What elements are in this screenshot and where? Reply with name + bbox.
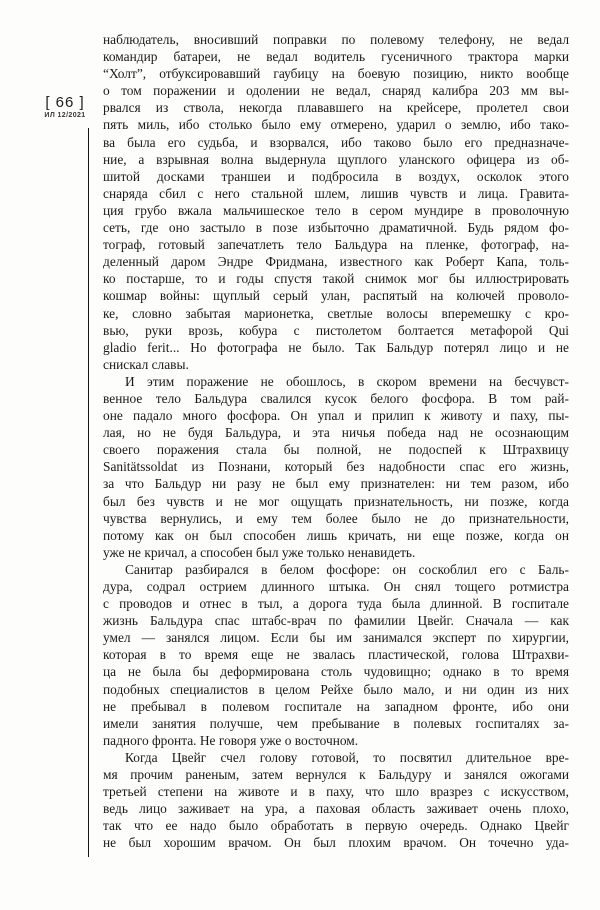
text-line: умел — занялся лицом. Если бы им занимался эксперт по хирургии, bbox=[103, 630, 569, 646]
text-line: мя прочим раненым, затем вернулся к Бальдуру и занялся ожогами bbox=[103, 767, 569, 783]
text-line: подобных специалистов в целом Рейхе было мало, и ни один из них bbox=[103, 681, 569, 697]
text-line: Sanitätssoldat из Познани, который без надобности спас его жизнь, bbox=[103, 459, 569, 475]
text-line: падного фронта. Не говоря уже о восточном. bbox=[103, 732, 359, 748]
text-line: ке, словно забытая марионетка, светлые волосы вперемешку с кро- bbox=[103, 305, 569, 321]
text-line: И этим поражение не обошлось, в скором времени на бесчувст- bbox=[125, 373, 569, 389]
text-line: чувства вернулись, и ему тем более было не до признательности, bbox=[103, 510, 569, 526]
text-line: gladio ferit... Но фотографа не было. Так Бальдур потерял лицо и не bbox=[103, 339, 569, 355]
paragraph bbox=[103, 373, 569, 561]
page-margin bbox=[36, 94, 94, 119]
text-line: оне падало много фосфора. Он упал и прилип к животу и паху, пы- bbox=[103, 408, 569, 424]
text-line: потому как он был способен лишь кричать, ни еще позже, когда он bbox=[103, 527, 569, 543]
text-line: Санитар разбирался в белом фосфоре: он соскоблил его с Баль- bbox=[125, 561, 569, 577]
text-line: лая, но не будя Бальдура, и эта ничья победа над не осознающим bbox=[103, 425, 569, 441]
text-line: ведь лицо заживает на ура, а паховая область заживает очень плохо, bbox=[103, 801, 569, 817]
text-line: деленный даром Эндре Фридмана, известного как Роберт Капа, толь- bbox=[103, 254, 569, 270]
text-line: рвался из ствола, некогда плававшего на крейсере, пролетел свои bbox=[103, 100, 569, 116]
vertical-rule bbox=[88, 128, 89, 857]
text-line: был без чувств и не мог ощущать признательность, ни позже, когда bbox=[103, 493, 569, 509]
text-line: так что ее надо было обработать в первую очередь. Однако Цвейг bbox=[103, 818, 569, 834]
text-line: которая в то время еще не звалась пластической, голова Штрахви- bbox=[103, 647, 569, 663]
text-column bbox=[103, 31, 569, 852]
text-line: вью, руки врозь, кобура с пистолетом болтается метафорой Qui bbox=[103, 322, 569, 338]
text-line: ца не была бы деформирована столь чудовищно; однако в то время bbox=[103, 664, 569, 680]
text-line: снаряда сбил с него стальной шлем, лишив чувств и лица. Гравита- bbox=[103, 185, 569, 201]
text-line: ва была его судьба, и взорвался, ибо таково было его предназначе- bbox=[103, 134, 569, 150]
journal-issue-label: ИЛ 12/2021 bbox=[44, 112, 86, 119]
text-line: своего поражения стала бы полной, не подоспей к Штрахвицу bbox=[103, 442, 569, 458]
text-line: шитой досками траншеи и подбросила в воздух, осколок этого bbox=[103, 168, 569, 184]
text-line: командир батареи, не ведал водитель гусеничного трактора марки bbox=[103, 49, 569, 65]
text-line: жизнь Бальдура спас штабс-врач по фамилии Цвейг. Сначала — как bbox=[103, 613, 569, 629]
text-line: не пребывал в полевом госпитале на западном фронте, ибо они bbox=[103, 698, 569, 714]
text-line: ция грубо вжала мальчишеское тело в сером мундире в проволочную bbox=[103, 202, 569, 218]
text-line: Когда Цвейг счел голову готовой, то посвятил длительное вре- bbox=[125, 749, 569, 765]
text-line: с проводов и отнес в тыл, а дорога туда была длинной. В госпитале bbox=[103, 596, 569, 612]
paragraph bbox=[103, 31, 569, 373]
text-line: ние, а взрывная волна выдернула щуплого уланского офицера из об- bbox=[103, 151, 569, 167]
text-line: ко постарше, то и годы спустя такой снимок мог бы иллюстрировать bbox=[103, 271, 569, 287]
text-line: сеть, где оно застыло в позе избыточно драматичной. Будь рядом фо- bbox=[103, 220, 569, 236]
text-line: уже не кричал, а способен был уже только ненавидеть. bbox=[103, 544, 416, 560]
text-line: за что Бальдур ни разу не был ему признателен: ни тем разом, ибо bbox=[103, 476, 569, 492]
page-number: [ 66 ] bbox=[45, 94, 85, 111]
text-line: о том поражении и одолении не ведал, снаряд калибра 203 мм вы- bbox=[103, 83, 569, 99]
text-line: “Холт”, отбуксировавший гаубицу на боевую позицию, никто вообще bbox=[103, 66, 569, 82]
text-line: кошмар войны: щуплый серый улан, распятый на колючей проволо- bbox=[103, 288, 569, 304]
text-line: наблюдатель, вносивший поправки по полевому телефону, не ведал bbox=[103, 32, 569, 47]
paragraph bbox=[103, 561, 569, 749]
text-line: пять миль, ибо столько было ему отмерено, ударил о землю, ибо тако- bbox=[103, 117, 569, 133]
text-line: снискал славы. bbox=[103, 356, 189, 372]
text-line: третьей степени на животе и в паху, что шло вразрез с искусством, bbox=[103, 784, 569, 800]
text-line: венное тело Бальдура свалился кусок белого фосфора. В том рай- bbox=[103, 390, 569, 406]
text-line: дура, содрал острием длинного штыка. Он снял тощего ротмистра bbox=[103, 579, 569, 594]
text-line: тограф, готовый запечатлеть тело Бальдура на пленке, фотограф, на- bbox=[103, 237, 569, 253]
text-line: имели занятия получше, чем пребывание в полевых госпиталях за- bbox=[103, 715, 569, 731]
paragraph bbox=[103, 749, 569, 852]
text-line: не был хорошим врачом. Он был плохим врачом. Он точечно уда- bbox=[103, 835, 569, 851]
